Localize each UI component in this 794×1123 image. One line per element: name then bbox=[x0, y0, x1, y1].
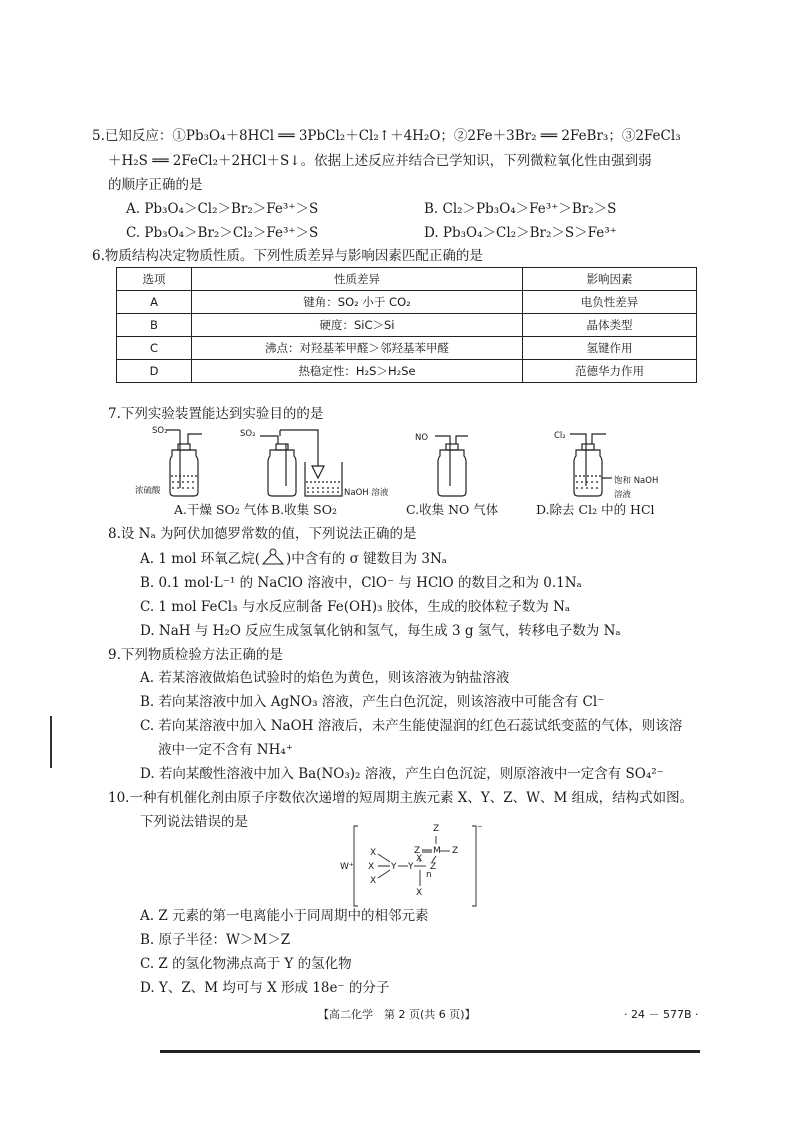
q10-option-d: D. Y、Z、M 均可与 X 形成 18e⁻ 的分子 bbox=[140, 980, 390, 996]
table-row bbox=[117, 314, 697, 337]
q7-stem: 7.下列实验装置能达到实验目的的是 bbox=[108, 406, 324, 422]
page-footer-code: · 24 － 577B · bbox=[624, 1008, 699, 1021]
q7-a-gas-label: SO₂ bbox=[152, 426, 168, 436]
q10-option-b: B. 原子半径：W＞M＞Z bbox=[140, 932, 291, 948]
struct-x-2: X bbox=[368, 862, 375, 872]
structure-bonds bbox=[340, 822, 490, 910]
q8-option-a-text-1: A. 1 mol 环氧乙烷( bbox=[140, 551, 261, 567]
table-cell: C bbox=[117, 337, 192, 360]
table-cell: A bbox=[117, 291, 192, 314]
struct-z-mid: Z bbox=[430, 862, 437, 872]
q5-option-a: A. Pb₃O₄＞Cl₂＞Br₂＞Fe³⁺＞S bbox=[126, 201, 319, 217]
struct-x-mid: X bbox=[416, 854, 423, 864]
table-cell: 沸点：对羟基苯甲醛＞邻羟基苯甲醛 bbox=[192, 337, 523, 360]
apparatus-b-bottle bbox=[260, 430, 342, 496]
q9-option-d: D. 若向某酸性溶液中加入 Ba(NO₃)₂ 溶液，产生白色沉淀，则原溶液中一定含有 SO₄²⁻ bbox=[140, 766, 664, 782]
q9-option-a: A. 若某溶液做焰色试验时的焰色为黄色，则该溶液为钠盐溶液 bbox=[140, 670, 510, 686]
q8-option-b: B. 0.1 mol·L⁻¹ 的 NaClO 溶液中，ClO⁻ 与 HClO 的数目之和为 0.1Nₐ bbox=[140, 575, 582, 591]
apparatus-d-bottle bbox=[570, 434, 612, 496]
q9-option-c-line2: 液中一定不含有 NH₄⁺ bbox=[158, 742, 293, 758]
table-cell: D bbox=[117, 360, 192, 383]
table-cell: 电负性差异 bbox=[523, 291, 697, 314]
table-header-row bbox=[117, 268, 697, 291]
q5-stem-line1: 5.已知反应：①Pb₃O₄＋8HCl ══ 3PbCl₂＋Cl₂↑＋4H₂O；②2Fe＋3Br₂ ══ 2FeBr₃；③2FeCl₃ bbox=[92, 128, 681, 144]
table-header-cell: 选项 bbox=[117, 268, 192, 291]
q5-stem-line2: ＋H₂S ══ 2FeCl₂＋2HCl＋S↓。依据上述反应并结合已学知识，下列微粒氧化性由强到弱 bbox=[108, 153, 652, 169]
q7-d-caption: D.除去 Cl₂ 中的 HCl bbox=[536, 502, 655, 517]
page-footer-title: 【高二化学 第 2 页(共 6 页)】 bbox=[318, 1008, 476, 1021]
q10-option-a: A. Z 元素的第一电离能小于同周期中的相邻元素 bbox=[140, 908, 429, 924]
struct-minus: ⁻ bbox=[477, 822, 483, 835]
struct-m: M bbox=[433, 846, 441, 856]
table-header-cell: 性质差异 bbox=[192, 268, 523, 291]
q5-option-b: B. Cl₂＞Pb₃O₄＞Fe³⁺＞Br₂＞S bbox=[424, 201, 617, 217]
struct-y-1: Y bbox=[391, 862, 397, 872]
q9-stem: 9.下列物质检验方法正确的是 bbox=[108, 647, 283, 663]
q6-stem: 6.物质结构决定物质性质。下列性质差异与影响因素匹配正确的是 bbox=[92, 248, 483, 264]
struct-y-2: Y bbox=[408, 862, 414, 872]
apparatus-a-bottle bbox=[166, 430, 202, 496]
q7-d-liquid-label: 饱和 NaOH bbox=[614, 476, 659, 486]
q7-d-gas-label: Cl₂ bbox=[554, 431, 566, 441]
q8-stem: 8.设 Nₐ 为阿伏加德罗常数的值，下列说法正确的是 bbox=[108, 526, 417, 542]
q7-c-caption: C.收集 NO 气体 bbox=[406, 502, 499, 517]
table-row bbox=[117, 360, 697, 383]
q7-b-gas-label: SO₂ bbox=[240, 429, 256, 439]
table-row bbox=[117, 337, 697, 360]
q5-stem-line3: 的顺序正确的是 bbox=[108, 177, 203, 193]
struct-w-ion: W⁺ bbox=[340, 862, 354, 872]
struct-x-bottom: X bbox=[416, 888, 423, 898]
table-cell: 硬度：SiC＞Si bbox=[192, 314, 523, 337]
q8-option-a bbox=[140, 547, 447, 571]
struct-n: n bbox=[426, 870, 432, 880]
q6-table bbox=[116, 267, 697, 383]
table-header-cell: 影响因素 bbox=[523, 268, 697, 291]
table-cell: 氢键作用 bbox=[523, 337, 697, 360]
struct-x-3: X bbox=[370, 876, 377, 886]
scan-bottom-rule bbox=[160, 1050, 700, 1053]
q5-option-c: C. Pb₃O₄＞Br₂＞Cl₂＞Fe³⁺＞S bbox=[126, 225, 319, 241]
q7-b-caption: B.收集 SO₂ bbox=[271, 502, 337, 517]
struct-z-top: Z bbox=[433, 824, 440, 834]
table-row bbox=[117, 291, 697, 314]
q10-stem-line1: 10.一种有机催化剂由原子序数依次递增的短周期主族元素 X、Y、Z、W、M 组成，结构式如图。 bbox=[108, 790, 694, 806]
q10-stem-line2: 下列说法错误的是 bbox=[140, 814, 248, 830]
table-cell: 晶体类型 bbox=[523, 314, 697, 337]
q9-option-c-line1: C. 若向某溶液中加入 NaOH 溶液后，未产生能使湿润的红色石蕊试纸变蓝的气体，则该溶 bbox=[140, 718, 683, 734]
q8-option-a-text-2: )中含有的 σ 键数目为 3Nₐ bbox=[286, 551, 447, 567]
struct-z-left: Z bbox=[414, 846, 421, 856]
q10-option-c: C. Z 的氢化物沸点高于 Y 的氢化物 bbox=[140, 956, 352, 972]
table-cell: 范德华力作用 bbox=[523, 360, 697, 383]
q10-structure-formula bbox=[340, 822, 490, 910]
q7-c-gas-label: NO bbox=[415, 433, 429, 443]
struct-x-1: X bbox=[370, 848, 377, 858]
table-cell: 键角：SO₂ 小于 CO₂ bbox=[192, 291, 523, 314]
table-cell: B bbox=[117, 314, 192, 337]
q7-a-liquid-label: 浓硫酸 bbox=[135, 486, 161, 496]
q7-b-liquid-label: NaOH 溶液 bbox=[344, 488, 389, 498]
apparatus-c-bottle bbox=[435, 436, 468, 496]
q5-option-d: D. Pb₃O₄＞Cl₂＞Br₂＞S＞Fe³⁺ bbox=[424, 225, 617, 241]
scan-margin-mark bbox=[50, 716, 52, 768]
q7-d-liquid-label-2: 溶液 bbox=[614, 490, 632, 500]
q8-option-c: C. 1 mol FeCl₃ 与水反应制备 Fe(OH)₃ 胶体，生成的胶体粒子数为 Nₐ bbox=[140, 599, 571, 615]
table-cell: 热稳定性：H₂S＞H₂Se bbox=[192, 360, 523, 383]
q8-option-d: D. NaH 与 H₂O 反应生成氢氧化钠和氢气，每生成 3 g 氢气，转移电子数为 Nₐ bbox=[140, 623, 621, 639]
struct-z-right: Z bbox=[452, 846, 459, 856]
q9-option-b: B. 若向某溶液中加入 AgNO₃ 溶液，产生白色沉淀，则该溶液中可能含有 Cl⁻ bbox=[140, 694, 605, 710]
epoxide-ring-icon bbox=[260, 548, 286, 566]
q7-a-caption: A.干燥 SO₂ 气体 bbox=[174, 502, 269, 517]
